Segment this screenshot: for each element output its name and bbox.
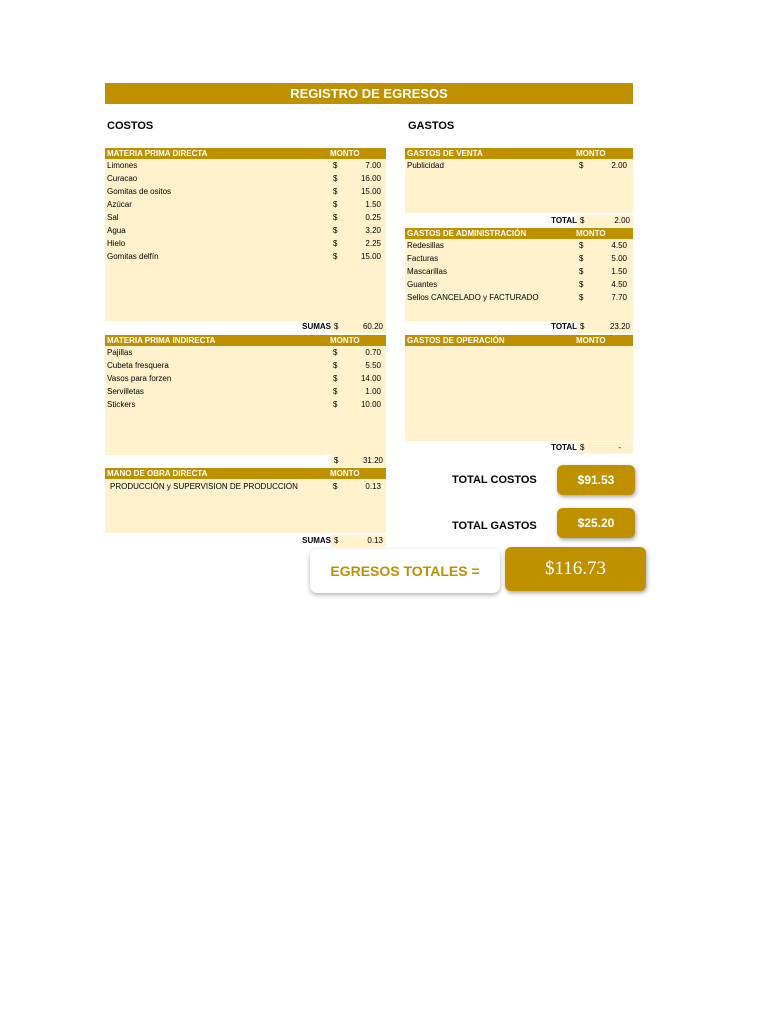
- mpd-sum-label: SUMAS: [302, 322, 331, 331]
- table-row: [105, 359, 386, 372]
- row-label: Stickers: [107, 400, 136, 409]
- operacion-table: [405, 335, 633, 441]
- admin-table: [405, 228, 633, 321]
- row-amount: 1.50: [611, 267, 627, 276]
- row-amount: 4.50: [611, 241, 627, 250]
- row-currency: $: [579, 280, 584, 289]
- operacion-monto-label: MONTO: [576, 336, 606, 345]
- venta-table: [405, 148, 633, 213]
- row-currency: $: [333, 374, 338, 383]
- mpd-sum-row: [105, 321, 386, 333]
- row-amount: 1.00: [365, 387, 381, 396]
- row-amount: 2.00: [611, 161, 627, 170]
- mod-sum-label: SUMAS: [302, 536, 331, 545]
- row-label: Redesillas: [407, 241, 444, 250]
- table-row: [105, 250, 386, 263]
- mpd-header: [105, 148, 386, 159]
- row-amount: 7.70: [611, 293, 627, 302]
- operacion-total-label: TOTAL: [551, 443, 577, 452]
- total-gastos-value: $25.20: [557, 508, 635, 538]
- row-amount: 4.50: [611, 280, 627, 289]
- costos-title: COSTOS: [107, 120, 154, 132]
- venta-total-row: [405, 215, 633, 227]
- table-row: [105, 198, 386, 211]
- row-currency: $: [333, 187, 338, 196]
- row-currency: $: [333, 361, 338, 370]
- mpd-monto-label: MONTO: [330, 149, 360, 158]
- row-label: Limones: [107, 161, 138, 170]
- row-currency: $: [333, 174, 338, 183]
- table-row: [105, 185, 386, 198]
- row-label: Facturas: [407, 254, 439, 263]
- row-amount: 1.50: [365, 200, 381, 209]
- table-row: [405, 252, 633, 265]
- total-gastos-label: TOTAL GASTOS: [452, 520, 537, 532]
- row-currency: $: [579, 161, 584, 170]
- row-amount: 10.00: [360, 400, 381, 409]
- row-currency: $: [333, 482, 338, 491]
- admin-body: [405, 239, 633, 321]
- table-row: [105, 224, 386, 237]
- mod-monto-label: MONTO: [330, 469, 360, 478]
- row-label: Agua: [107, 226, 126, 235]
- mod-header: [105, 468, 386, 479]
- row-currency: $: [333, 213, 338, 222]
- gastos-title: GASTOS: [408, 120, 455, 132]
- mod-sum-row: [105, 535, 386, 547]
- venta-header: [405, 148, 633, 159]
- mpd-sum-cell: [331, 321, 386, 333]
- table-row: [105, 211, 386, 224]
- row-amount: 2.25: [365, 239, 381, 248]
- venta-body: [405, 159, 633, 213]
- table-row: [105, 237, 386, 250]
- row-currency: $: [579, 293, 584, 302]
- mod-sum-currency: $: [334, 536, 339, 545]
- row-currency: $: [579, 241, 584, 250]
- row-label: Curacao: [107, 174, 138, 183]
- table-row: [105, 385, 386, 398]
- mpi-monto-label: MONTO: [330, 336, 360, 345]
- admin-header: [405, 228, 633, 239]
- venta-total-cell: [577, 215, 633, 227]
- egresos-totales-label: EGRESOS TOTALES =: [310, 549, 500, 593]
- total-costos-label: TOTAL COSTOS: [452, 474, 537, 486]
- row-amount: 15.00: [360, 252, 381, 261]
- operacion-total-cell: [577, 442, 633, 454]
- mpi-sum-cell: [331, 455, 386, 467]
- row-label: Gomitas delfín: [107, 252, 159, 261]
- row-currency: $: [333, 400, 338, 409]
- row-label: Guantes: [407, 280, 438, 289]
- mpi-table: [105, 335, 386, 455]
- row-currency: $: [579, 254, 584, 263]
- row-label: Cubeta fresquera: [107, 361, 169, 370]
- mpi-body: [105, 346, 386, 455]
- row-label: Hielo: [107, 239, 126, 248]
- table-row: [405, 239, 633, 252]
- row-label: PRODUCCIÓN y SUPERVISION DE PRODUCCION: [110, 482, 298, 491]
- row-label: Mascarillas: [407, 267, 448, 276]
- row-label: Azúcar: [107, 200, 132, 209]
- admin-header-label: GASTOS DE ADMINISTRACIÓN: [407, 229, 527, 238]
- table-row: [405, 278, 633, 291]
- operacion-total-row: [405, 442, 633, 454]
- mod-table: [105, 468, 386, 533]
- mpi-header-label: MATERIA PRIMA INDIRECTA: [107, 336, 216, 345]
- row-amount: 0.13: [365, 482, 381, 491]
- mpi-sum-row: [105, 455, 386, 467]
- mpd-sum-amount: 60.20: [362, 322, 383, 331]
- admin-total-row: [405, 321, 633, 333]
- admin-total-currency: $: [580, 322, 585, 331]
- operacion-total-currency: $: [580, 443, 585, 452]
- row-currency: $: [579, 267, 584, 276]
- row-amount: 16.00: [360, 174, 381, 183]
- row-currency: $: [333, 387, 338, 396]
- row-amount: 15.00: [360, 187, 381, 196]
- table-row: [105, 346, 386, 359]
- operacion-header: [405, 335, 633, 346]
- page-title: REGISTRO DE EGRESOS: [105, 83, 633, 104]
- row-currency: $: [333, 252, 338, 261]
- row-label: Publicidad: [407, 161, 444, 170]
- mod-header-label: MANO DE OBRA DIRECTA: [107, 469, 208, 478]
- mpi-header: [105, 335, 386, 346]
- venta-total-amount: 2.00: [614, 216, 630, 225]
- venta-total-label: TOTAL: [551, 216, 577, 225]
- admin-total-cell: [577, 321, 633, 333]
- row-amount: 7.00: [365, 161, 381, 170]
- row-currency: $: [333, 161, 338, 170]
- admin-total-label: TOTAL: [551, 322, 577, 331]
- row-label: Sellos CANCELADO y FACTURADO: [407, 293, 539, 302]
- venta-total-currency: $: [580, 216, 585, 225]
- mpd-body: [105, 159, 386, 321]
- table-row: [105, 372, 386, 385]
- mod-body: [105, 479, 386, 533]
- row-amount: 3.20: [365, 226, 381, 235]
- row-amount: 5.50: [365, 361, 381, 370]
- operacion-body: [405, 346, 633, 441]
- mpi-sum-currency: $: [334, 456, 339, 465]
- table-row: [105, 159, 386, 172]
- venta-monto-label: MONTO: [576, 149, 606, 158]
- row-amount: 5.00: [611, 254, 627, 263]
- row-label: Vasos para forzen: [107, 374, 172, 383]
- table-row: [105, 480, 386, 493]
- table-row: [405, 159, 633, 172]
- table-row: [405, 291, 633, 304]
- venta-header-label: GASTOS DE VENTA: [407, 149, 483, 158]
- mod-sum-cell: [331, 535, 386, 547]
- egresos-totales-value: $116.73: [505, 547, 646, 591]
- table-row: [105, 398, 386, 411]
- row-amount: 0.70: [365, 348, 381, 357]
- total-costos-value: $91.53: [557, 465, 635, 495]
- row-amount: 0.25: [365, 213, 381, 222]
- row-label: Gomitas de ositos: [107, 187, 172, 196]
- mpd-header-label: MATERIA PRIMA DIRECTA: [107, 149, 208, 158]
- mod-sum-amount: 0.13: [367, 536, 383, 545]
- admin-total-amount: 23.20: [609, 322, 630, 331]
- table-row: [405, 265, 633, 278]
- table-row: [105, 172, 386, 185]
- mpi-sum-amount: 31.20: [362, 456, 383, 465]
- row-currency: $: [333, 200, 338, 209]
- mpd-sum-currency: $: [334, 322, 339, 331]
- row-label: Servilletas: [107, 387, 144, 396]
- row-currency: $: [333, 226, 338, 235]
- operacion-header-label: GASTOS DE OPERACIÓN: [407, 336, 505, 345]
- row-label: Sal: [107, 213, 119, 222]
- row-label: Pajillas: [107, 348, 133, 357]
- admin-monto-label: MONTO: [576, 229, 606, 238]
- row-currency: $: [333, 239, 338, 248]
- mpd-table: [105, 148, 386, 321]
- operacion-total-amount: -: [618, 443, 621, 452]
- row-currency: $: [333, 348, 338, 357]
- row-amount: 14.00: [360, 374, 381, 383]
